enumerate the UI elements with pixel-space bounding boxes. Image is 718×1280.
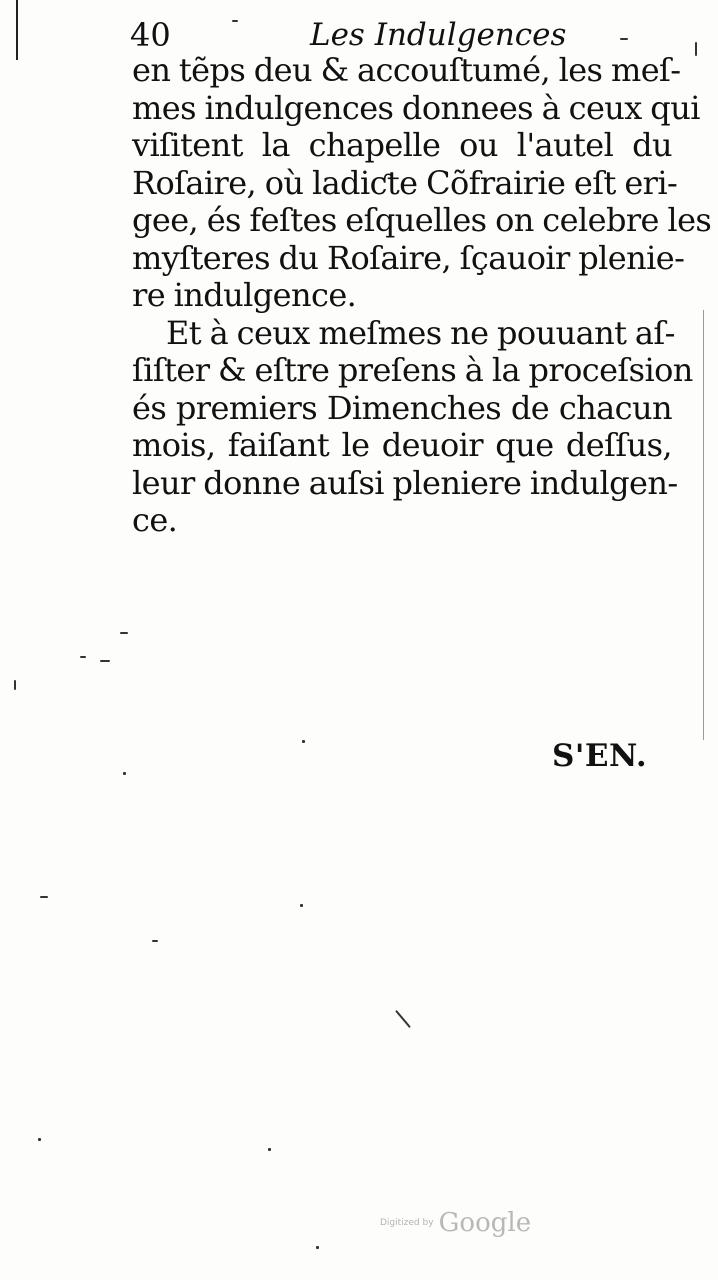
digitized-by-label: Digitized by	[380, 1218, 434, 1228]
text-line: myſteres du Roſaire, ſçauoir plenie-	[132, 238, 685, 277]
text-line: és premiers Dimenches de chacun	[132, 388, 672, 427]
text-line: viſitent la chapelle ou l'autel du	[132, 126, 672, 164]
running-title: Les Indulgences	[310, 17, 567, 53]
scan-speck	[80, 656, 86, 658]
catchword: S'EN.	[552, 738, 648, 774]
text-line: Roſaire, où ladiƈte Cõfrairie eſt eri-	[132, 163, 678, 202]
scan-speck	[40, 896, 48, 898]
scan-speck	[395, 1010, 411, 1028]
page-number: 40	[130, 16, 171, 54]
scan-speck	[695, 42, 697, 56]
text-line: ce.	[132, 501, 178, 539]
google-logo: Google	[438, 1208, 532, 1238]
text-line: ſiſter & eſtre preſens à la proceſsion	[132, 351, 693, 389]
text-line: mes indulgences donnees à ceux qui	[132, 88, 700, 127]
scan-speck	[100, 660, 110, 662]
text-line: mois, faiſant le deuoir que deſſus,	[132, 426, 672, 464]
scan-speck	[123, 772, 126, 775]
scan-speck	[14, 680, 16, 690]
scan-speck	[300, 904, 303, 907]
scan-speck	[120, 632, 128, 634]
text-line: gee, és feſtes eſquelles on celebre les	[132, 201, 712, 239]
scan-speck	[152, 940, 158, 942]
paragraph-start-line: Et à ceux meſmes ne pouuant aſ-	[166, 313, 675, 352]
digitized-by-watermark	[380, 1208, 531, 1244]
scan-edge-right	[703, 310, 704, 740]
text-line: re indulgence.	[132, 276, 357, 314]
text-line: leur donne auſsi pleniere indulgen-	[132, 463, 678, 502]
scan-speck	[620, 38, 628, 40]
scan-speck	[268, 1148, 271, 1151]
scan-speck	[38, 1138, 41, 1141]
scan-edge-left	[16, 0, 18, 60]
body-text	[132, 51, 712, 540]
text-line: en tẽps deu & accouſtumé, les meſ-	[132, 51, 681, 89]
scan-speck	[232, 20, 238, 22]
scan-speck	[316, 1246, 319, 1249]
running-head	[130, 14, 567, 56]
scan-speck	[302, 740, 305, 743]
